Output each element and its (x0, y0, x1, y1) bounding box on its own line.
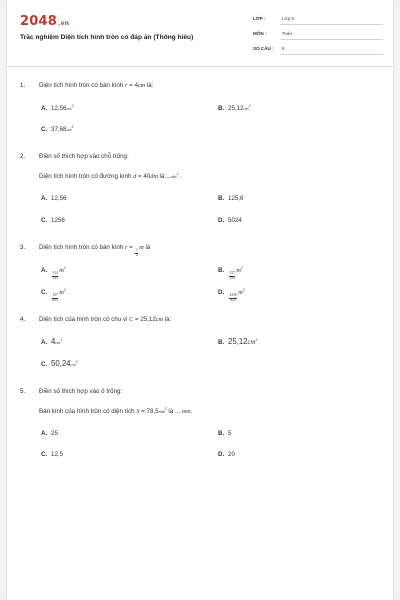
option-a[interactable]: A. $4cm^2$ (41, 337, 63, 346)
meta-underline (280, 39, 383, 40)
option-b[interactable]: B. 5 (218, 430, 232, 437)
question-number: 5. (20, 388, 26, 395)
fraction: $\frac{1256}{625}$ (229, 293, 237, 302)
question-number: 2. (20, 153, 26, 160)
meta-count (253, 44, 383, 55)
meta-label: SỐ CÂU : (253, 46, 274, 51)
option-b[interactable]: B. 125,6 (218, 195, 244, 202)
option-d[interactable]: D. $\frac{1256}{625}$ $m^2$ (218, 288, 245, 302)
option-c[interactable]: C. $50,24cm^2$ (41, 359, 78, 368)
fraction: $\frac{157}{125}$ (229, 271, 235, 280)
fraction: $\frac{1}{2}$ (135, 248, 138, 257)
logo-text: 2048 (20, 14, 57, 29)
fraction: $\frac{157}{625}$ (52, 293, 58, 302)
meta-label: MÔN : (253, 31, 267, 36)
fraction: $\frac{314}{125}$ (52, 271, 58, 280)
option-b[interactable]: B. $25,12cm^2$ (218, 104, 251, 112)
worksheet-header (7, 0, 393, 62)
meta-underline (280, 54, 383, 55)
site-logo[interactable] (20, 14, 69, 29)
meta-value: Toán (282, 31, 292, 36)
option-a[interactable]: A. $12,56cm^2$ (41, 104, 74, 112)
question-number: 3. (20, 244, 26, 251)
logo-domain: .vn (57, 20, 70, 27)
option-c[interactable]: C. 12,5 (41, 451, 64, 458)
question-subtext: Bán kính của hình tròn có diện tích $S = 78,5mm^2$ là ... mm. (39, 407, 193, 415)
question-text: Điền số thích hợp vào ô trống: (39, 388, 123, 395)
question-text: Diện tích của hình tròn có chu vi C = 25,12cm là: (39, 316, 172, 323)
meta-value: 5 (282, 46, 285, 51)
meta-label: LỚP : (253, 16, 266, 21)
option-a[interactable]: A. $\frac{314}{125}$ $m^2$ (41, 266, 66, 280)
meta-subject (253, 29, 383, 40)
option-a[interactable]: A. 25 (41, 430, 58, 437)
page-title: Trắc nghiệm Diện tích hình tròn có đáp án (Thông hiểu) (20, 34, 194, 41)
question-text: Diện tích hình tròn có bán kính r = 4cm là: (39, 82, 154, 89)
worksheet-page (7, 0, 393, 600)
option-d[interactable]: D. 20 (218, 451, 235, 458)
option-c[interactable]: C. $\frac{157}{625}$ $m^2$ (41, 288, 66, 302)
question-text: Diện tích hình tròn có bán kính r = $\frac{1}{2}$ m là (39, 244, 151, 257)
meta-class (253, 14, 383, 25)
question-number: 4. (20, 316, 26, 323)
meta-value: Lớp 5 (282, 16, 294, 21)
option-d[interactable]: D. 5024 (218, 217, 242, 224)
option-c[interactable]: C. $37,68cm^2$ (41, 125, 74, 133)
option-a[interactable]: A. 12,56 (41, 195, 67, 202)
option-b[interactable]: B. $25,12cm^2$ (218, 337, 258, 346)
header-divider (7, 66, 393, 67)
question-text: Điền số thích hợp vào chỗ trống: (39, 153, 129, 160)
option-c[interactable]: C. 1256 (41, 217, 65, 224)
question-subtext: Diện tích hình tròn có đường kính d = 40dm là $...dm^2$ . (39, 172, 182, 180)
question-number: 1. (20, 82, 26, 89)
option-b[interactable]: B. $\frac{157}{125}$ $m^2$ (218, 266, 243, 280)
meta-underline (280, 24, 383, 25)
